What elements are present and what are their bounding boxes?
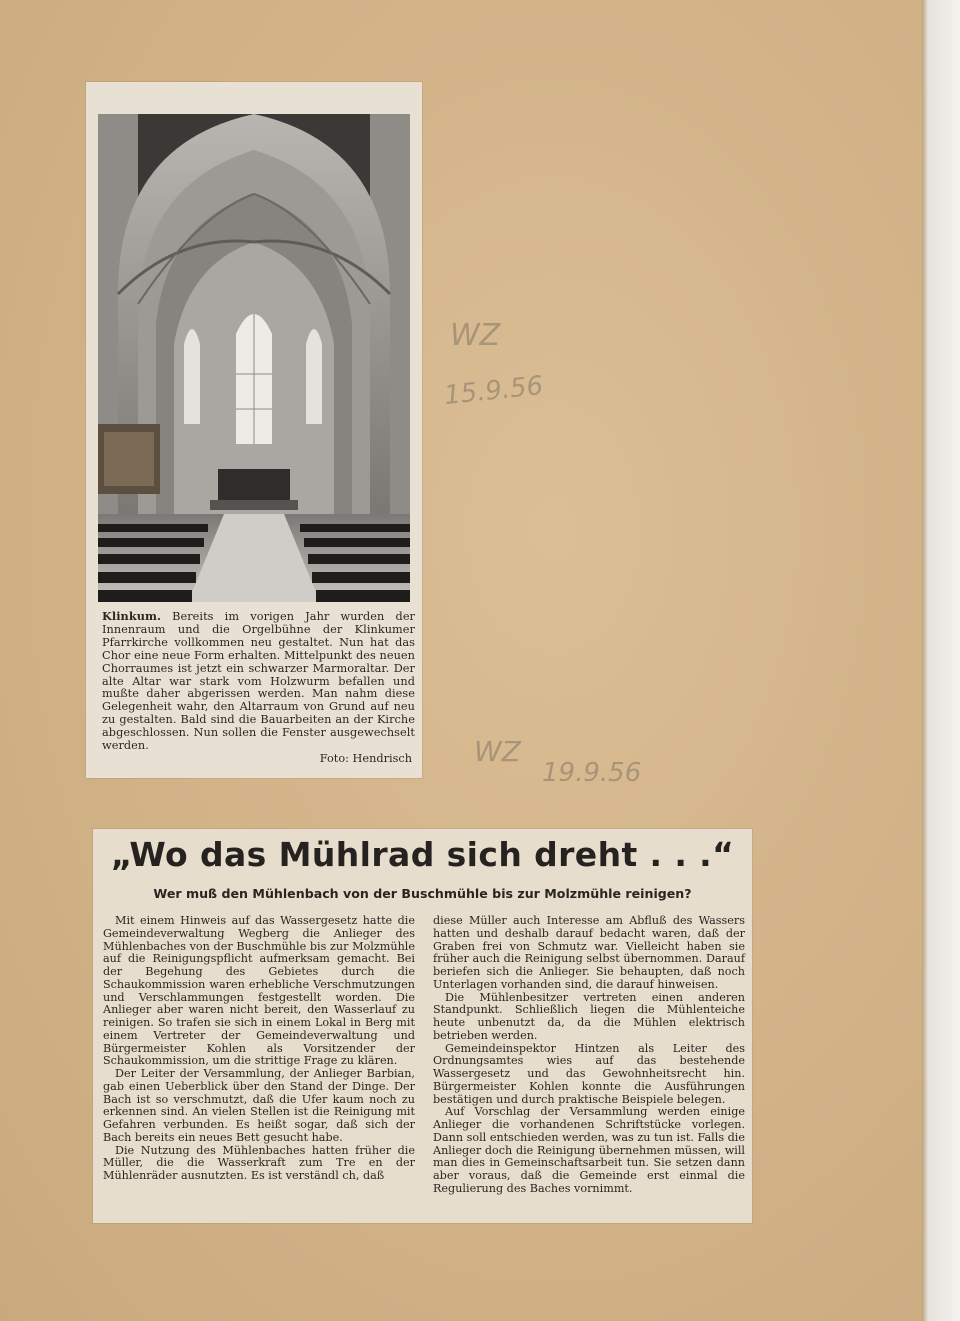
handwritten-note-date-1: 15.9.56 [442, 370, 545, 412]
article-paragraph: Gemeindeinspektor Hintzen als Leiter des Ordnungsamtes wies auf das bestehende Wassergesetz und das Gewohnheitsrecht hin. Bürgermeister Kohlen konnte die Ausführungen bestätigen und durch praktische Beispiele belegen. [433, 1041, 745, 1106]
handwritten-note-date-2: 19.9.56 [542, 758, 642, 788]
article-paragraph: Die Nutzung des Mühlenbaches hatten früher die Müller, die die Wasserkraft zum Tre en der Mühlenräder ausnutzten. Es ist verständl ch, daß [103, 1143, 415, 1182]
article-paragraph: diese Müller auch Interesse am Abfluß des Wassers hatten und deshalb darauf bedacht waren, daß der Graben frei von Schmutz war. Vielleicht haben sie früher auch die Reinigung selbst übernommen. Darauf beriefen sich die Anlieger. Sie behaupten, daß noch Unterlagen vorhanden sind, die darauf hinweisen. [433, 914, 745, 991]
handwritten-note-source-2: WZ [474, 735, 521, 768]
photo-credit: Foto: Hendrisch [319, 752, 412, 765]
article-paragraph: Der Leiter der Versammlung, der Anlieger Barbian, gab einen Ueberblick über den Stand der Dinge. Der Bach ist so verschmutzt, daß die Ufer kaum noch zu erkennen sind. An vielen Stellen ist die Reinigung mit Gefahren verbunden. Es heißt sogar, daß sich der Bach bereits ein neues Bett gesucht habe. [103, 1067, 415, 1144]
photo-caption [102, 610, 415, 753]
article-paragraph: Mit einem Hinweis auf das Wassergesetz hatte die Gemeindeverwaltung Wegberg die Anlieger des Mühlenbaches von der Buschmühle bis zur Molzmühle auf die Reinigungspflicht aufmerksam gemacht. Bei der Begehung des Gebietes durch die Schaukommission waren erhebliche Verschmutzungen und Verschlammungen festgestellt worden. Die Anlieger aber waren nicht bereit, den Wasserlauf zu reinigen. So trafen sie sich in einem Lokal in Berg mit einem Vertreter der Gemeindeverwaltung und Bürgermeister Kohlen als Vorsitzender der Schaukommission, um die strittige Frage zu klären. [103, 914, 415, 1068]
clipping-church [86, 82, 422, 778]
caption-text: Bereits im vorigen Jahr wurden der Innenraum und die Orgelbühne der Klinkumer Pfarrkirche vollkommen neu gestaltet. Nun hat das Chor eine neue Form erhalten. Mittelpunkt des neuen Chorraumes ist jetzt ein schwarzer Marmoraltar. Der alte Altar war stark vom Holzwurm befallen und mußte daher abgerissen werden. Man nahm diese Gelegenheit wahr, den Altarraum von Grund auf neu zu gestalten. Bald sind die Bauarbeiten an der Kirche abgeschlossen. Nun sollen die Fenster ausgewechselt werden. [102, 610, 415, 753]
article-headline: „Wo das Mühlrad sich dreht . . .“ [110, 835, 735, 874]
sheet-edge [922, 0, 960, 1321]
handwritten-note-source-1: WZ [450, 318, 501, 353]
article-column-left [103, 915, 415, 1183]
article-paragraph: Auf Vorschlag der Versammlung werden einige Anlieger die vorhandenen Schriftstücke vorlegen. Dann soll entschieden werden, was zu tun ist. Falls die Anlieger doch die Reinigung übernehmen müssen, will man dies in Gemeinschaftsarbeit tun. Sie setzen dann aber voraus, daß die Gemeinde erst einmal die Regulierung des Baches vornimmt. [433, 1105, 745, 1195]
caption-lead: Klinkum. [102, 609, 161, 623]
clipping-muehlrad [93, 829, 752, 1223]
article-paragraph: Die Mühlenbesitzer vertreten einen anderen Standpunkt. Schließlich liegen die Mühlenteiche heute unbenutzt da, da die Mühlen elektrisch betrieben werden. [433, 990, 745, 1042]
church-interior-photo [98, 114, 410, 602]
article-column-right [433, 915, 745, 1196]
article-subheadline: Wer muß den Mühlenbach von der Buschmühle bis zur Molzmühle reinigen? [153, 886, 692, 901]
